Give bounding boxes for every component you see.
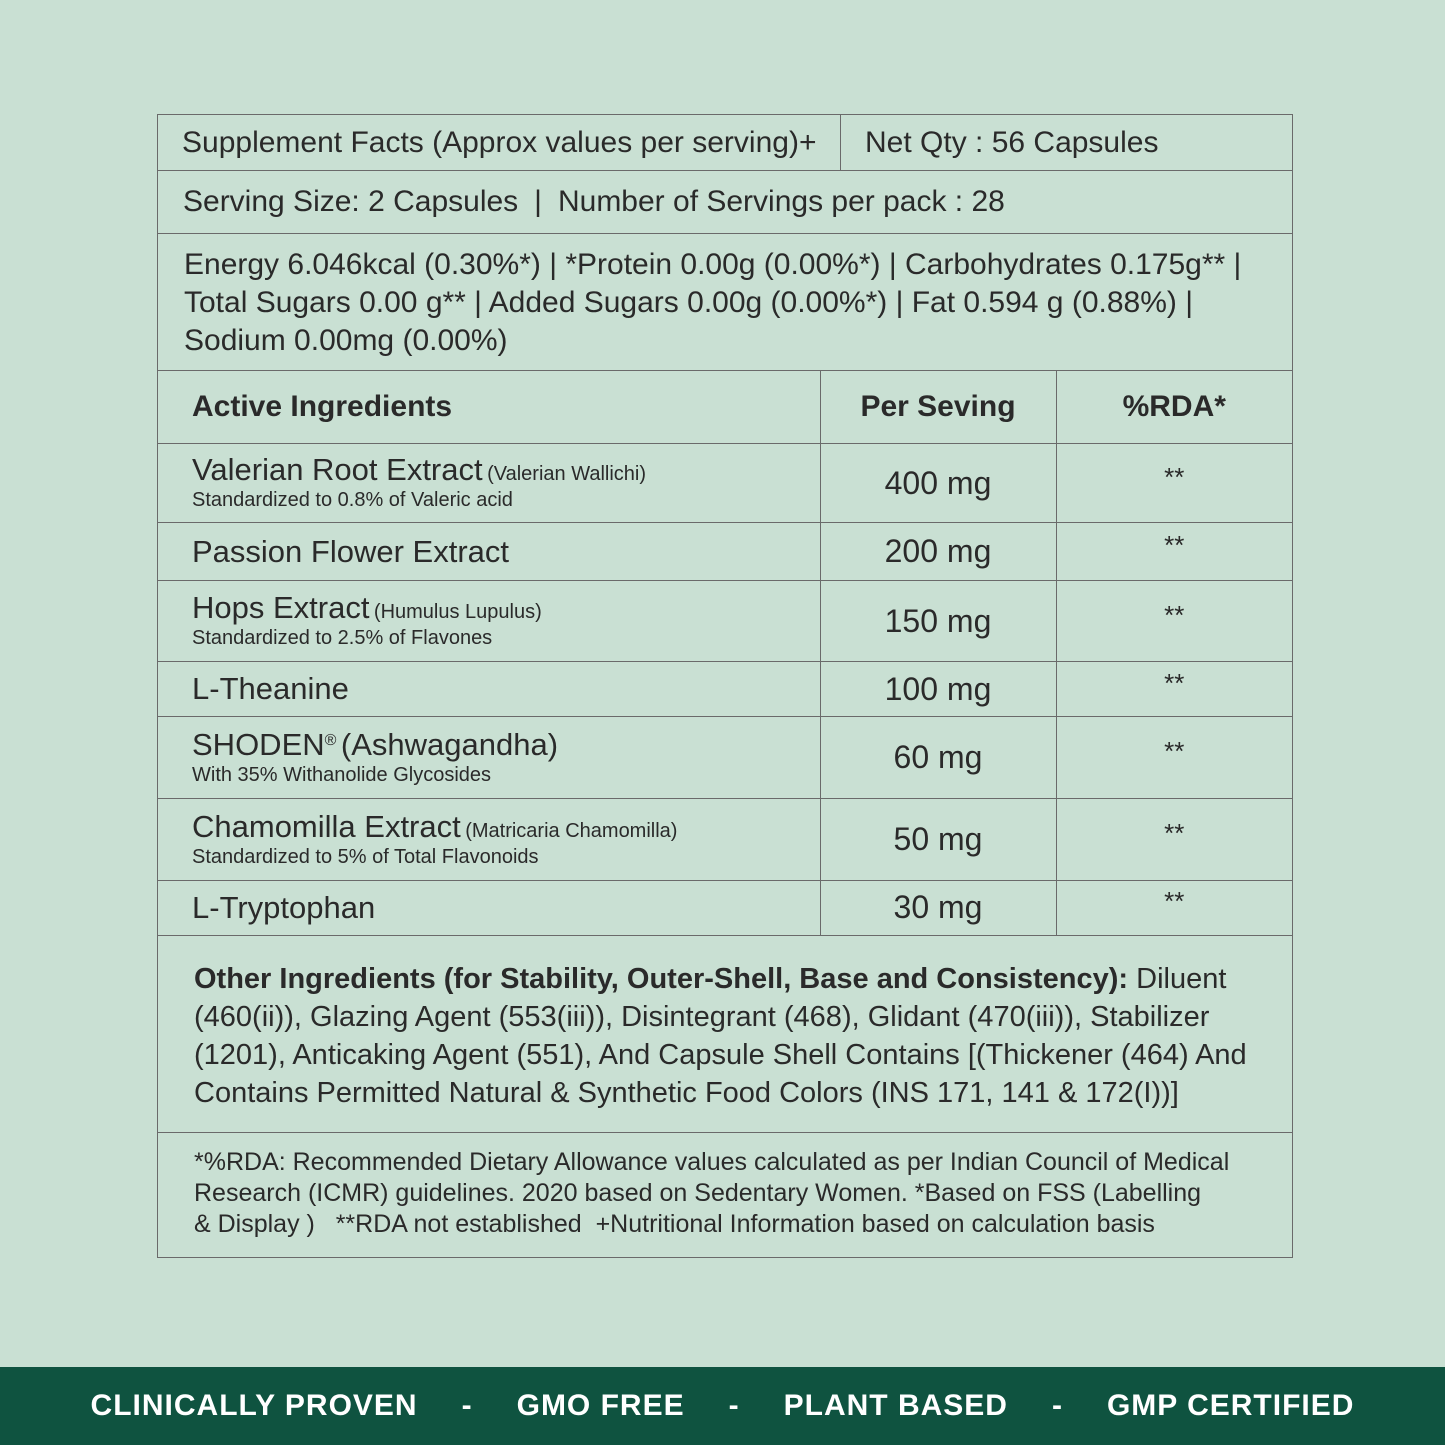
claim-separator: - xyxy=(1051,1389,1063,1422)
ingredient-botanical: (Humulus Lupulus) xyxy=(373,601,542,623)
table-row xyxy=(158,444,1292,523)
header-active-ingredients: Active Ingredients xyxy=(158,371,820,444)
claim-separator: - xyxy=(461,1389,473,1422)
supplement-facts-panel xyxy=(157,114,1293,1258)
facts-header-row xyxy=(158,115,1292,171)
ingredient-amount: 60 mg xyxy=(893,739,983,775)
ingredient-rda: ** xyxy=(1164,818,1185,848)
header-per-serving: Per Seving xyxy=(820,371,1056,444)
claim-plant-based: PLANT BASED xyxy=(783,1389,1008,1422)
ingredient-standardization: Standardized to 0.8% of Valeric acid xyxy=(192,489,513,511)
registered-mark: ® xyxy=(324,731,337,749)
ingredients-header-row xyxy=(158,371,1292,444)
ingredient-botanical: (Valerian Wallichi) xyxy=(487,463,647,485)
ingredient-name: Chamomilla Extract xyxy=(192,808,461,844)
claim-gmo-free: GMO FREE xyxy=(516,1389,685,1422)
ingredient-rda: ** xyxy=(1164,736,1185,766)
ingredient-name: L-Theanine xyxy=(192,671,349,706)
ingredient-rda: ** xyxy=(1164,886,1185,917)
claim-gmp-certified: GMP CERTIFIED xyxy=(1106,1389,1355,1422)
ingredient-standardization: Standardized to 2.5% of Flavones xyxy=(192,627,493,649)
energy-line-2: Total Sugars 0.00 g** | Added Sugars 0.00g (0.00%*) | Fat 0.594 g (0.88%) | xyxy=(184,286,1193,319)
ingredient-amount: 30 mg xyxy=(893,889,983,926)
energy-line-3: Sodium 0.00mg (0.00%) xyxy=(184,324,508,357)
ingredient-amount: 200 mg xyxy=(884,533,992,569)
footnote-line-3: & Display ) **RDA not established +Nutritional Information based on calculation basis xyxy=(194,1209,1155,1238)
ingredient-standardization: With 35% Withanolide Glycosides xyxy=(192,763,492,786)
table-row xyxy=(158,581,1292,662)
facts-title: Supplement Facts (Approx values per serving)+ xyxy=(158,115,841,170)
ingredient-amount: 400 mg xyxy=(884,464,992,501)
ingredient-name: Hops Extract xyxy=(192,590,370,625)
ingredient-name: L-Tryptophan xyxy=(192,889,376,925)
ingredients-table xyxy=(158,371,1292,935)
footnote-line-1: *%RDA: Recommended Dietary Allowance values calculated as per Indian Council of Medical xyxy=(194,1147,1230,1176)
ingredient-amount: 50 mg xyxy=(893,821,983,857)
claim-separator: - xyxy=(728,1389,740,1422)
ingredient-rda: ** xyxy=(1164,667,1185,698)
energy-row xyxy=(158,234,1292,371)
ingredient-rda: ** xyxy=(1164,599,1185,630)
claims-banner xyxy=(0,1367,1445,1445)
serving-separator: | xyxy=(534,185,542,218)
ingredient-standardization: Standardized to 5% of Total Flavonoids xyxy=(192,845,539,868)
ingredient-amount: 150 mg xyxy=(884,602,992,639)
footnote-row xyxy=(158,1133,1292,1257)
header-rda: %RDA* xyxy=(1056,371,1292,444)
table-row xyxy=(158,662,1292,717)
ingredient-botanical: (Matricaria Chamomilla) xyxy=(465,819,678,842)
energy-line-1: Energy 6.046kcal (0.30%*) | *Protein 0.00g (0.00%*) | Carbohydrates 0.175g** | xyxy=(184,248,1242,281)
claim-clinically-proven: CLINICALLY PROVEN xyxy=(90,1389,418,1422)
ingredient-rda: ** xyxy=(1164,461,1185,492)
ingredient-rda: ** xyxy=(1164,530,1185,560)
ingredient-botanical: (Ashwagandha) xyxy=(340,726,559,762)
other-ingredients-row xyxy=(158,936,1292,1133)
ingredient-amount: 100 mg xyxy=(884,670,992,707)
table-row xyxy=(158,881,1292,935)
serving-size: Serving Size: 2 Capsules xyxy=(183,185,519,218)
ingredient-name: SHODEN xyxy=(192,726,325,762)
ingredient-name: Passion Flower Extract xyxy=(192,533,509,569)
ingredients-section xyxy=(158,371,1292,936)
net-quantity: Net Qty : 56 Capsules xyxy=(865,125,1159,159)
table-row xyxy=(158,717,1292,799)
servings-per-pack: Number of Servings per pack : 28 xyxy=(557,185,1005,218)
other-ingredients-label: Other Ingredients (for Stability, Outer-Shell, Base and Consistency): xyxy=(194,962,1129,995)
footnote-line-2: Research (ICMR) guidelines. 2020 based on Sedentary Women. *Based on FSS (Labelling xyxy=(194,1178,1202,1207)
table-row xyxy=(158,523,1292,581)
ingredient-name: Valerian Root Extract xyxy=(192,452,483,487)
serving-row xyxy=(158,171,1292,234)
table-row xyxy=(158,799,1292,881)
other-ingredients-text: Diluent (460(ii)), Glazing Agent (553(iii)), Disintegrant (468), Glidant (470(iii)), Stabilizer (1201), Anticaking Agent (551), And Capsule Shell Contains [(Thickener (464) And Contains Permitted Natural & Synthetic Food Colors (INS 171, 141 & 172(I))] xyxy=(194,962,1247,1109)
